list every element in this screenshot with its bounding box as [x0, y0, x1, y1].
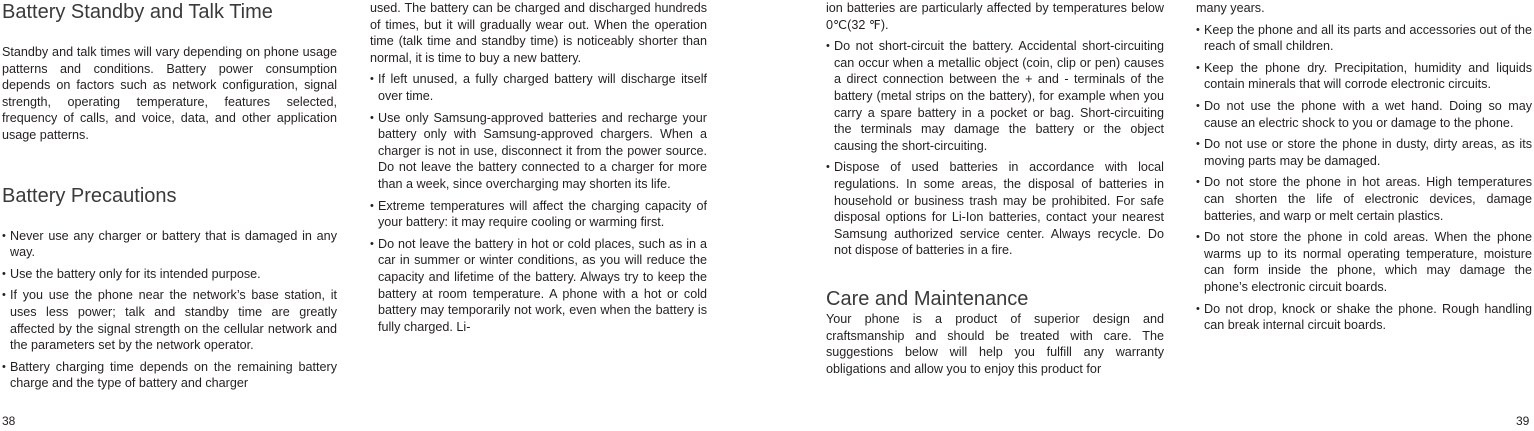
list-item: • If left unused, a fully charged battery will discharge itself over time. — [370, 71, 707, 104]
list-item: • Dispose of used batteries in accordance with local regulations. In some areas, the disposal of batteries in household or business trash may be prohibited. For safe disposal options for Li-Ion batteries, contact your nearest Samsung authorized service center. Always recycle. Do not dispose of batteries in a fire. — [826, 159, 1164, 259]
page-number-left: 38 — [2, 414, 16, 428]
right-page-column-1 — [826, 0, 1164, 377]
list-item: • Keep the phone dry. Precipitation, humidity and liquids contain minerals that will corrode electronic circuits. — [1196, 60, 1532, 93]
list-item: • If you use the phone near the network’s base station, it uses less power; talk and standby time are greatly affected by the signal strength on the cellular network and the parameters set by the network operator. — [2, 287, 337, 353]
care-heading: Care and Maintenance — [826, 287, 1029, 310]
list-item: • Use only Samsung-approved batteries and recharge your battery only with Samsung-approved chargers. When a charger is not in use, disconnect it from the power source. Do not leave the battery connected to a charger for more than a week, since overcharging may shorten its life. — [370, 110, 707, 193]
standby-paragraph: Standby and talk times will vary depending on phone usage patterns and conditions. Battery power consumption depends on factors such as network configuration, signal strength, operating temperature, features selected, frequency of calls, and voice, data, and other application usage patterns. — [2, 45, 337, 142]
page-number-right: 39 — [1516, 414, 1530, 428]
list-item: • Do not short-circuit the battery. Accidental short-circuiting can occur when a metallic object (coin, clip or pen) causes a direct connection between the + and - terminals of the battery (metal strips on the battery), for example when you carry a spare battery in a pocket or bag. Short-circuiting the terminals may damage the battery or the object causing the short-circuiting. — [826, 38, 1164, 154]
list-item: • Do not use or store the phone in dusty, dirty areas, as its moving parts may be damaged. — [1196, 136, 1532, 169]
precautions-list-1 — [2, 228, 337, 392]
precautions-list-3 — [826, 38, 1164, 259]
precautions-heading: Battery Precautions — [2, 184, 177, 207]
care-paragraph: Your phone is a product of superior design and craftsmanship and should be treated with care. The suggestions below will help you fulfill any warranty obligations and allow you to enjoy this product for — [826, 311, 1164, 376]
continuation-paragraph: ion batteries are particularly affected by temperatures below 0℃(32 ℉). — [826, 1, 1164, 32]
list-item: • Do not drop, knock or shake the phone. Rough handling can break internal circuit boards. — [1196, 301, 1532, 334]
left-page-column-1 — [2, 0, 337, 397]
list-item: • Do not store the phone in cold areas. When the phone warms up to its normal operating temperature, moisture can form inside the phone, which may damage the phone’s electronic circuit boards. — [1196, 229, 1532, 295]
continuation-paragraph: used. The battery can be charged and discharged hundreds of times, but it will gradually wear out. When the operation time (talk time and standby time) is noticeably shorter than normal, it is time to buy a new battery. — [370, 1, 707, 65]
list-item: • Battery charging time depends on the remaining battery charge and the type of battery and charger — [2, 359, 337, 392]
list-item: • Never use any charger or battery that is damaged in any way. — [2, 228, 337, 261]
care-list — [1196, 22, 1532, 334]
standby-heading: Battery Standby and Talk Time — [2, 1, 273, 23]
list-item: • Keep the phone and all its parts and accessories out of the reach of small children. — [1196, 22, 1532, 55]
right-page-column-2 — [1196, 0, 1532, 339]
list-item: • Do not use the phone with a wet hand. Doing so may cause an electric shock to you or damage to the phone. — [1196, 98, 1532, 131]
list-item: • Extreme temperatures will affect the charging capacity of your battery: it may require cooling or warming first. — [370, 198, 707, 231]
list-item: • Use the battery only for its intended purpose. — [2, 266, 337, 283]
list-item: • Do not store the phone in hot areas. High temperatures can shorten the life of electronic devices, damage batteries, and warp or melt certain plastics. — [1196, 174, 1532, 224]
precautions-list-2 — [370, 71, 707, 335]
left-page-column-2 — [370, 0, 707, 340]
continuation-paragraph: many years. — [1196, 1, 1265, 15]
list-item: • Do not leave the battery in hot or cold places, such as in a car in summer or winter conditions, as you will reduce the capacity and lifetime of the battery. Always try to keep the battery at room temperature. A phone with a hot or cold battery may temporarily not work, even when the battery is fully charged. Li- — [370, 236, 707, 336]
